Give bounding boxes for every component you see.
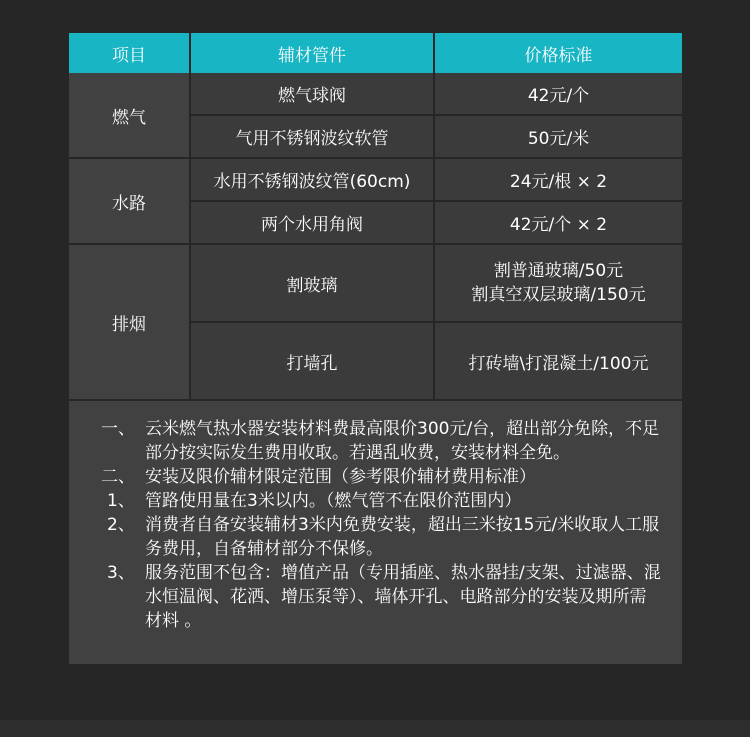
note-item [101,465,662,489]
price-table [69,33,682,401]
price-cell [435,245,682,323]
category-water: 水路 [69,159,191,245]
item-cell: 打墙孔 [191,323,435,401]
note-text: 管路使用量在3米以内。（燃气管不在限价范围内） [145,491,522,511]
table-row [69,73,682,116]
item-cell: 气用不锈钢波纹软管 [191,116,435,159]
header-price: 价格标准 [435,33,682,73]
price-table-container [69,33,682,664]
category-exhaust: 排烟 [69,245,191,401]
note-number: 3、 [107,563,135,583]
note-item [101,417,662,465]
note-item [101,513,662,561]
item-cell: 两个水用角阀 [191,202,435,245]
item-cell: 割玻璃 [191,245,435,323]
note-number: 2、 [107,515,135,535]
note-text: 云米燃气热水器安装材料费最高限价300元/台，超出部分免除，不足部分按实际发生费用收取。若遇乱收费，安装材料全免。 [145,419,660,463]
item-cell: 燃气球阀 [191,73,435,116]
note-number: 1、 [107,491,135,511]
table-header-row [69,33,682,73]
category-gas: 燃气 [69,73,191,159]
bottom-bar [0,720,750,737]
price-cell: 42元/个 × 2 [435,202,682,245]
price-line: 割真空双层玻璃/150元 [471,285,646,305]
note-item [101,489,662,513]
price-line: 割普通玻璃/50元 [493,261,624,281]
note-text: 安装及限价辅材限定范围（参考限价辅材费用标准） [145,467,536,487]
price-cell: 打砖墙\打混凝土/100元 [435,323,682,401]
item-cell: 水用不锈钢波纹管(60cm) [191,159,435,202]
note-text: 服务范围不包含：增值产品（专用插座、热水器挂/支架、过滤器、混水恒温阀、花洒、增压泵等）、墙体开孔、电路部分的安装及期所需材料 。 [145,563,661,631]
table-row [69,159,682,202]
header-category: 项目 [69,33,191,73]
note-number: 一、 [101,419,135,439]
note-number: 二、 [101,467,135,487]
header-item: 辅材管件 [191,33,435,73]
price-cell: 24元/根 × 2 [435,159,682,202]
notes-panel [69,401,682,664]
price-cell: 50元/米 [435,116,682,159]
note-item [101,561,662,633]
note-text: 消费者自备安装辅材3米内免费安装，超出三米按15元/米收取人工服务费用，自备辅材部分不保修。 [145,515,660,559]
table-row [69,245,682,323]
price-cell: 42元/个 [435,73,682,116]
